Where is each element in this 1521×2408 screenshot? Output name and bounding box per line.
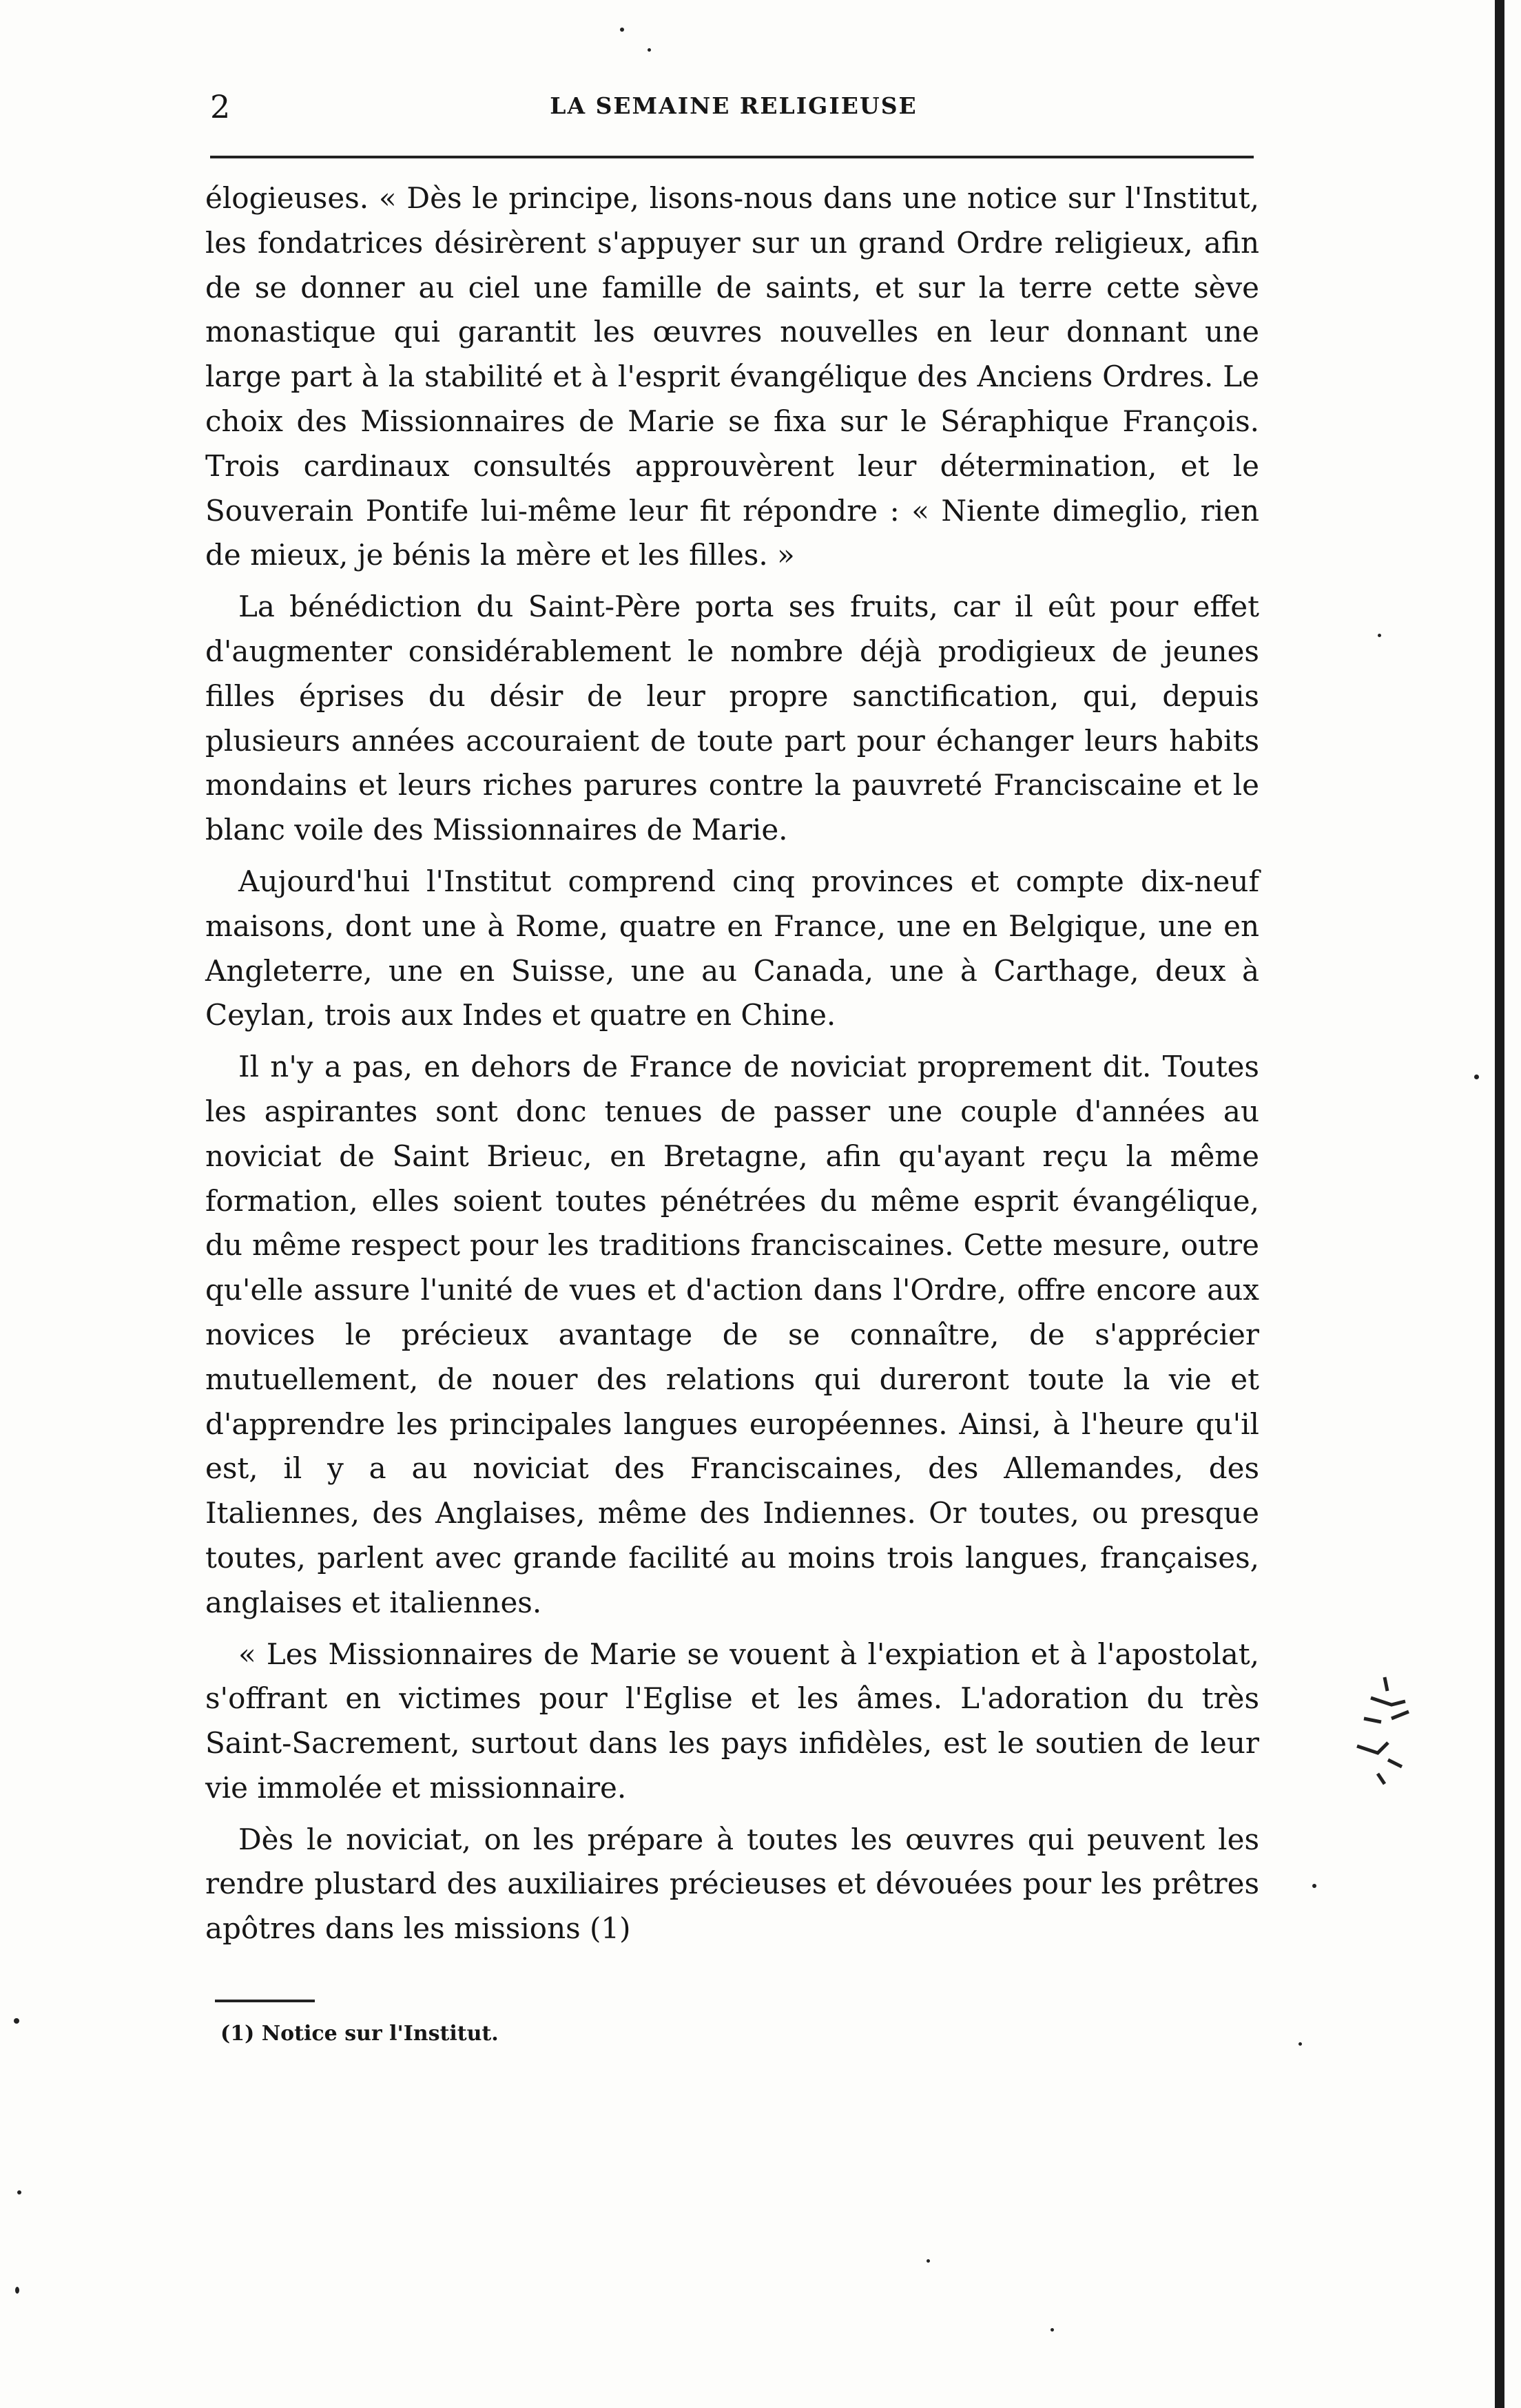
margin-ink-mark: [1350, 1670, 1426, 1787]
paragraph-6: Dès le noviciat, on les prépare à toutes les œuvres qui peuvent les rendre plustard des auxiliaires précieuses et dévouées pour les prêtres apôtres dans les missions (1): [205, 1822, 1259, 1946]
paragraph-5: « Les Missionnaires de Marie se vouent à l'expiation et à l'apostolat, s'offrant en victimes pour l'Eglise et les âmes. L'adoration du très Saint-Sacrement, surtout dans les pays infidèles, est le soutien de leur vie immolée et missionnaire.: [205, 1637, 1259, 1805]
footnote: (1) Notice sur l'Institut.: [220, 2022, 499, 2046]
footnote-rule: [215, 2000, 315, 2002]
scan-margin-bar: [1495, 0, 1504, 2408]
page-number: 2: [210, 88, 231, 125]
scan-speck: [1051, 2328, 1054, 2332]
header-rule: [210, 156, 1254, 158]
scan-speck: [927, 2259, 930, 2263]
scan-speck: [14, 2018, 19, 2024]
running-title: LA SEMAINE RELIGIEUSE: [550, 92, 918, 119]
body-text: [205, 176, 1259, 1951]
scan-speck: [648, 48, 651, 52]
scan-speck: [1298, 2042, 1302, 2046]
paragraph-2: La bénédiction du Saint-Père porta ses fruits, car il eût pour effet d'augmenter considérablement le nombre déjà prodigieux de jeunes filles éprises du désir de leur propre sanctification, qui, depuis plusieurs années accouraient de toute part pour échanger leurs habits mondains et leurs riches parures contre la pauvreté Franciscaine et le blanc voile des Missionnaires de Marie.: [205, 590, 1259, 847]
scan-speck: [620, 28, 624, 32]
scan-speck: [15, 2287, 19, 2294]
scan-speck: [1312, 1884, 1316, 1888]
paragraph-4: Il n'y a pas, en dehors de France de noviciat proprement dit. Toutes les aspirantes sont donc tenues de passer une couple d'années au noviciat de Saint Brieuc, en Bretagne, afin qu'ayant reçu la même formation, elles soient toutes pénétrées du même esprit évangélique, du même respect pour les traditions franciscaines. Cette mesure, outre qu'elle assure l'unité de vues et d'action dans l'Ordre, offre encore aux novices le précieux avantage de se connaître, de s'apprécier mutuellement, de nouer des relations qui dureront toute la vie et d'apprendre les principales langues européennes. Ainsi, à l'heure qu'il est, il y a au noviciat des Franciscaines, des Allemandes, des Italiennes, des Anglaises, même des Indiennes. Or toutes, ou presque toutes, parlent avec grande facilité au moins trois langues, françaises, anglaises et italiennes.: [205, 1050, 1259, 1619]
paragraph-3: Aujourd'hui l'Institut comprend cinq provinces et compte dix-neuf maisons, dont une à Rome, quatre en France, une en Belgique, une en Angleterre, une en Suisse, une au Canada, une à Carthage, deux à Ceylan, trois aux Indes et quatre en Chine.: [205, 864, 1259, 1032]
paragraph-1: élogieuses. « Dès le principe, lisons-nous dans une notice sur l'Institut, les fondatrices désirèrent s'appuyer sur un grand Ordre religieux, afin de se donner au ciel une famille de saints, et sur la terre cette sève monastique qui garantit les œuvres nouvelles en leur donnant une large part à la stabilité et à l'esprit évangélique des Anciens Ordres. Le choix des Missionnaires de Marie se fixa sur le Séraphique François. Trois cardinaux consultés approuvèrent leur détermination, et le Souverain Pontife lui-même leur fit répondre : « Niente dimeglio, rien de mieux, je bénis la mère et les filles. »: [205, 181, 1259, 572]
scan-speck: [17, 2190, 21, 2194]
scan-speck: [1378, 634, 1381, 637]
page-header: [210, 88, 1257, 136]
scan-speck: [1474, 1075, 1479, 1079]
